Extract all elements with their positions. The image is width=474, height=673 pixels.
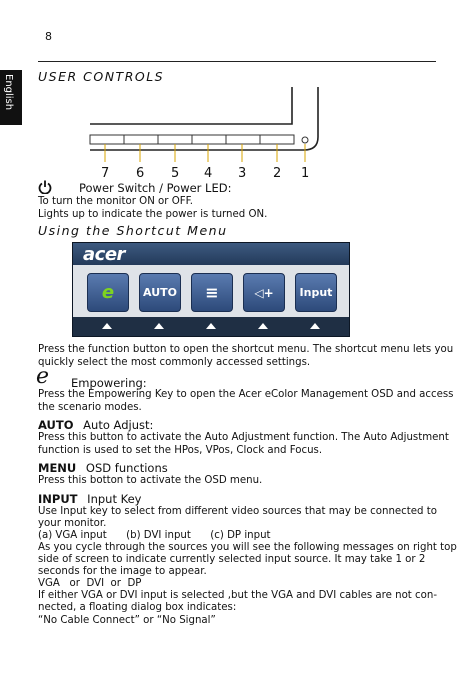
input-line-1: Use Input key to select from different video sources that may be connected to <box>38 506 437 517</box>
input-key-label: INPUT <box>38 492 78 506</box>
volume-key-icon: ◁+ <box>243 273 285 312</box>
key-pointer-3 <box>206 323 216 329</box>
header-rule <box>38 61 436 62</box>
bezel-button-3 <box>226 135 260 144</box>
input-line-8: If either VGA or DVI input is selected ,but the VGA and DVI cables are not con- <box>38 590 438 601</box>
callout-5: 5 <box>171 166 180 181</box>
menu-heading: OSD functions <box>85 461 168 475</box>
auto-line-1: Press this button to activate the Auto Adjustment function. The Auto Adjustment <box>38 432 449 443</box>
callout-4: 4 <box>204 166 213 181</box>
empowering-line-1: Press the Empowering Key to open the Acer eColor Management OSD and access <box>38 389 454 400</box>
input-line-9: nected, a floating dialog box indicates: <box>38 602 237 613</box>
intro-line-1: Press the function button to open the shortcut menu. The shortcut menu lets you <box>38 344 454 355</box>
empowering-line-2: the scenario modes. <box>38 402 142 413</box>
empowering-heading: Empowering: <box>71 376 147 390</box>
callout-1: 1 <box>301 166 310 181</box>
input-row <box>38 492 141 506</box>
menu-key-icon: ≡ <box>191 273 233 312</box>
bezel-button-4 <box>192 135 226 144</box>
input-line-4: As you cycle through the sources you will see the following messages on right top <box>38 542 457 553</box>
language-side-tab <box>0 70 22 125</box>
menu-header <box>73 243 349 265</box>
menu-key-label: MENU <box>38 461 77 475</box>
input-line-5: side of screen to indicate currently selected input source. It may take 1 or 2 <box>38 554 426 565</box>
bezel-button-6 <box>124 135 158 144</box>
input-line-3: (a) VGA input (b) DVI input (c) DP input <box>38 530 271 541</box>
bezel-buttons <box>90 135 294 144</box>
power-led-icon <box>302 137 308 143</box>
key-pointer-1 <box>102 323 112 329</box>
intro-line-2: quickly select the most commonly accessed settings. <box>38 357 311 368</box>
menu-line-1: Press this botton to activate the OSD menu. <box>38 475 263 486</box>
power-line-1: To turn the monitor ON or OFF. <box>38 196 194 207</box>
menu-body <box>73 265 349 336</box>
input-line-7: VGA or DVI or DP <box>38 578 142 589</box>
monitor-bezel-diagram <box>60 82 330 172</box>
side-tab-label: English <box>3 74 14 111</box>
power-heading: Power Switch / Power LED: <box>79 181 232 195</box>
section-title-user-controls: USER CONTROLS <box>38 69 165 84</box>
auto-row <box>38 418 153 432</box>
empowering-icon: e <box>36 364 50 389</box>
empowering-key-icon: e <box>87 273 129 312</box>
callout-6: 6 <box>136 166 145 181</box>
menu-row <box>38 461 168 475</box>
input-line-10: “No Cable Connect” or “No Signal” <box>38 615 216 626</box>
callout-2: 2 <box>273 166 282 181</box>
auto-line-2: function is used to set the HPos, VPos, Clock and Focus. <box>38 445 323 456</box>
page-number: 8 <box>45 30 52 43</box>
bezel-button-7 <box>90 135 124 144</box>
auto-key-label: AUTO <box>38 418 74 432</box>
acer-logo: acer <box>83 244 125 265</box>
key-pointer-5 <box>310 323 320 329</box>
callout-7: 7 <box>101 166 110 181</box>
bezel-button-2 <box>260 135 294 144</box>
bezel-button-5 <box>158 135 192 144</box>
callout-3: 3 <box>238 166 247 181</box>
section-title-shortcut-menu: Using the Shortcut Menu <box>38 223 228 238</box>
shortcut-menu-illustration <box>72 242 350 337</box>
input-heading: Input Key <box>87 492 142 506</box>
auto-key: AUTO <box>139 273 181 312</box>
key-pointer-2 <box>154 323 164 329</box>
key-pointer-4 <box>258 323 268 329</box>
input-line-6: seconds for the image to appear. <box>38 566 207 577</box>
power-icon <box>38 180 52 194</box>
auto-heading: Auto Adjust: <box>83 418 154 432</box>
input-key: Input <box>295 273 337 312</box>
input-line-2: your monitor. <box>38 518 107 529</box>
power-line-2: Lights up to indicate the power is turned ON. <box>38 209 268 220</box>
